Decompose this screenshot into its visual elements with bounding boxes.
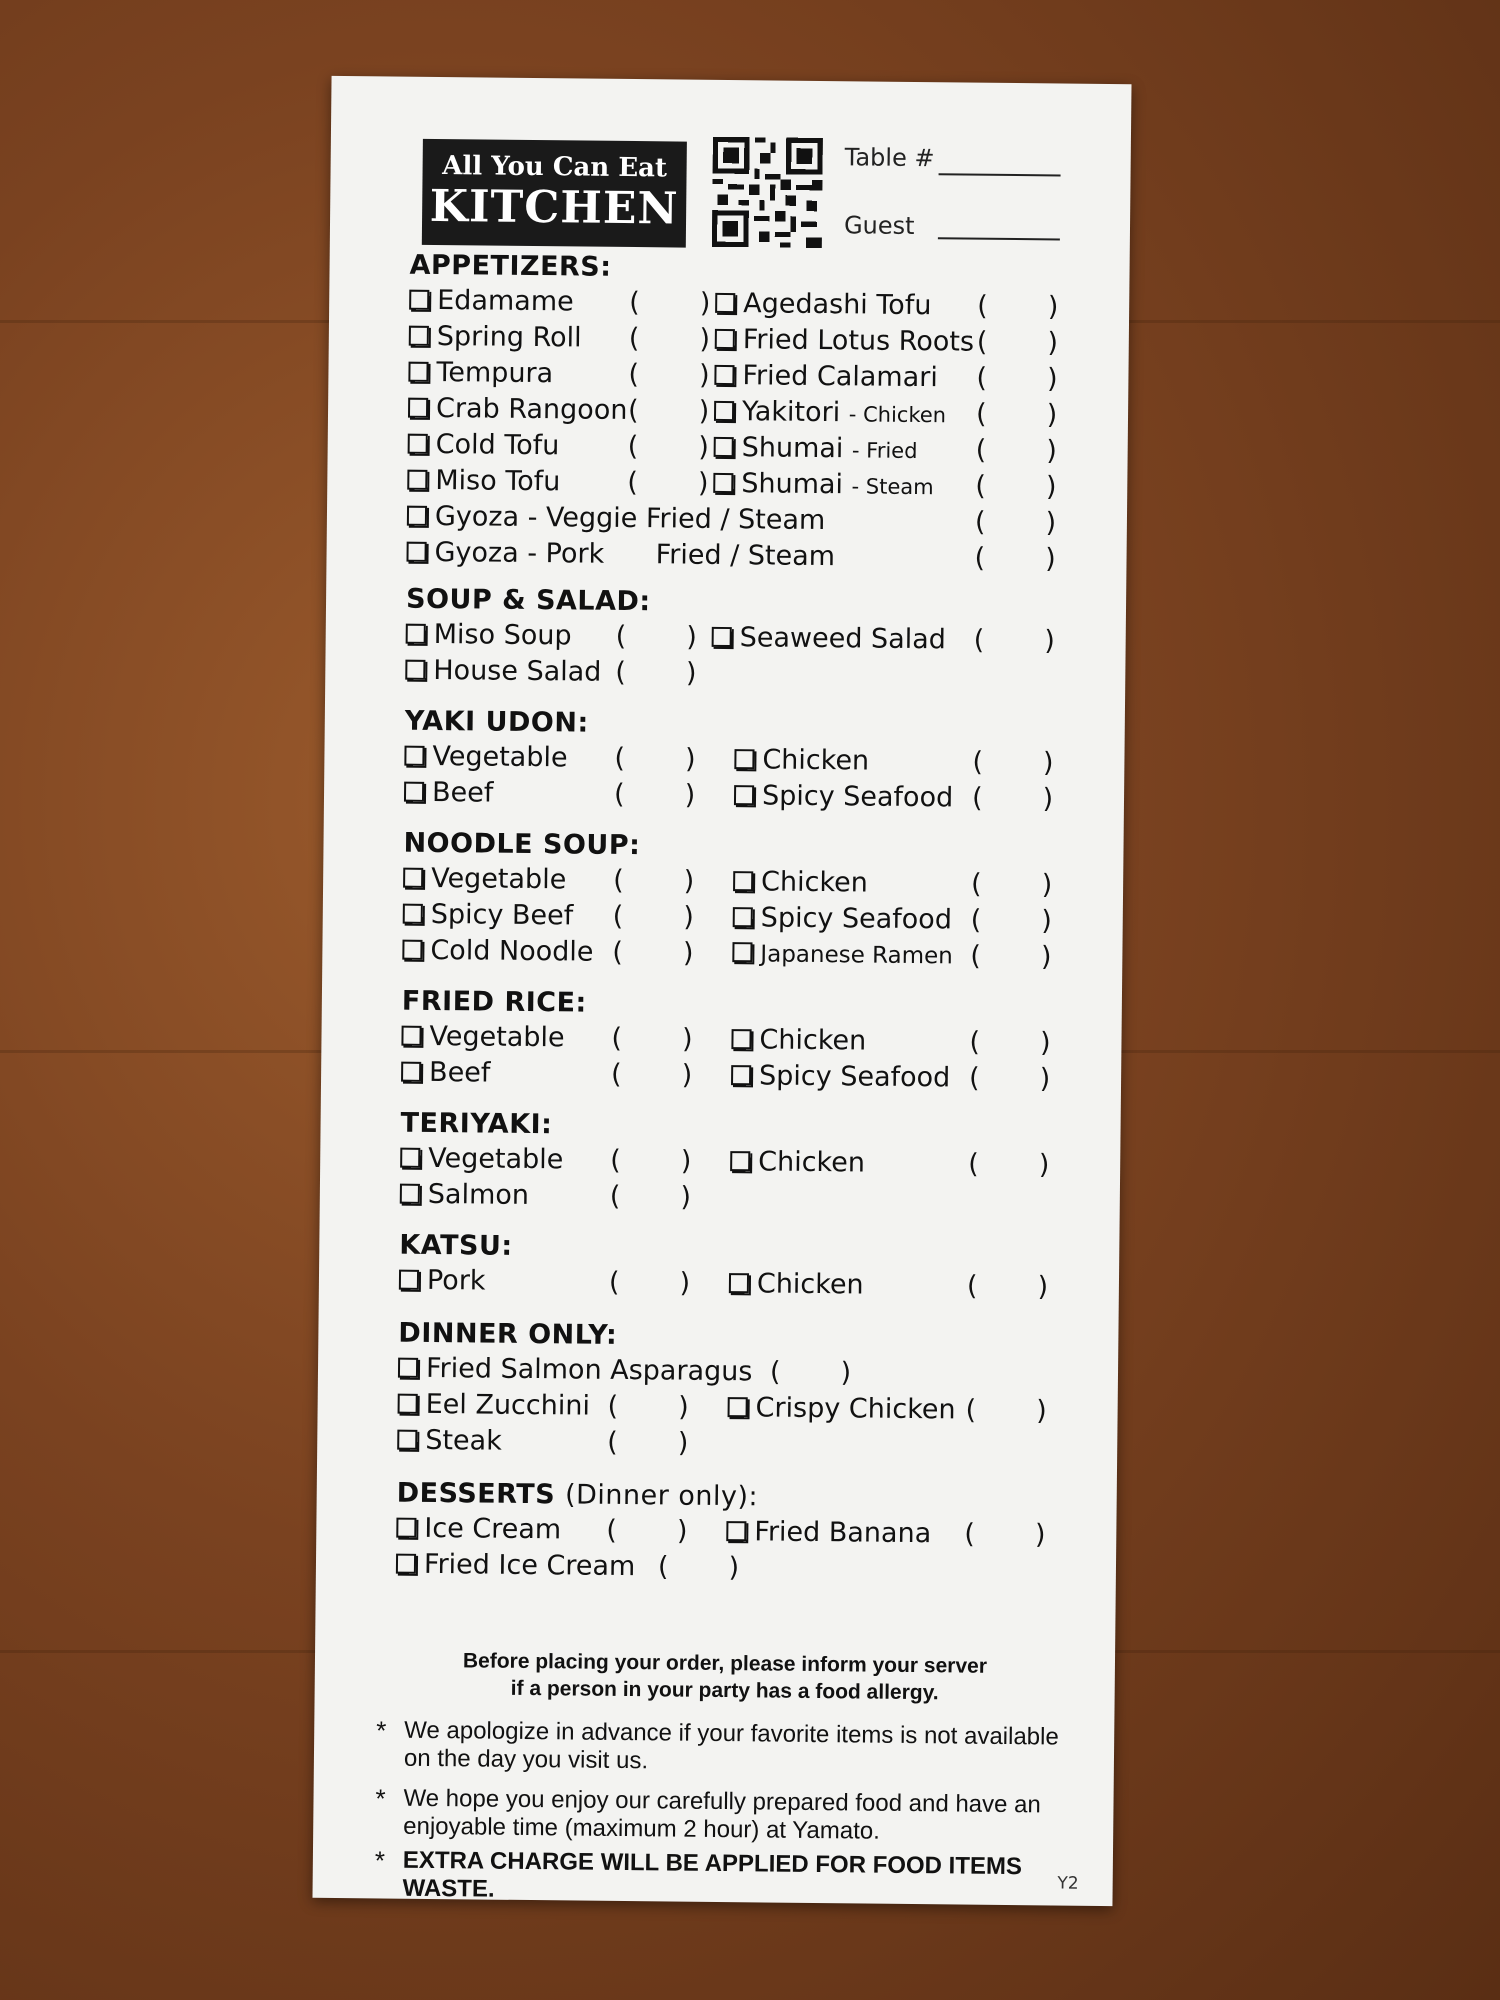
checkbox-icon[interactable] [398,1358,418,1378]
menu-item[interactable]: Chicken [734,742,869,779]
menu-item[interactable]: Seaweed Salad [712,620,947,658]
menu-item[interactable]: Vegetable [403,861,566,899]
qr-code-icon[interactable] [712,136,823,249]
note-waste-charge [374,1846,1065,1909]
quantity-field[interactable]: ( ) [975,434,1057,467]
menu-item[interactable]: Edamame [409,283,574,321]
asterisk-icon: * [376,1715,387,1746]
menu-item[interactable]: Fried Lotus Roots [715,322,975,361]
banner-line1: All You Can Eat [442,151,668,184]
checkbox-icon[interactable] [407,506,427,526]
checkbox-icon[interactable] [726,1521,746,1541]
quantity-field[interactable]: ( ) [968,1148,1050,1181]
menu-item[interactable]: Spring Roll [409,319,582,357]
guest-count-field[interactable] [938,237,1060,240]
section-title: FRIED RICE: [401,985,587,1019]
menu-item[interactable]: Cold Noodle [402,933,593,971]
quantity-field[interactable]: ( ) [607,1390,689,1423]
quantity-field[interactable]: ( ) [977,290,1059,323]
quantity-field[interactable]: ( ) [609,1180,692,1213]
note-text: EXTRA CHARGE WILL BE APPLIED FOR FOOD ITEMS WASTE. [402,1846,1023,1903]
checkbox-icon[interactable] [733,907,753,927]
checkbox-icon[interactable] [401,1062,421,1082]
quantity-field[interactable]: ( ) [612,900,695,933]
section-title: SOUP & SALAD: [405,583,651,618]
quantity-field[interactable]: ( ) [970,940,1052,973]
checkbox-icon[interactable] [734,749,754,769]
quantity-field[interactable]: ( ) [965,1394,1047,1427]
checkbox-icon[interactable] [405,660,425,680]
menu-item[interactable]: Eel Zucchini [397,1387,590,1425]
menu-item[interactable]: Miso Soup [406,617,572,655]
quantity-field[interactable]: ( ) [612,936,694,969]
quantity-field[interactable]: ( ) [610,1144,692,1177]
checkbox-icon[interactable] [397,1430,417,1450]
quantity-field[interactable]: ( ) [972,746,1054,779]
checkbox-icon[interactable] [714,365,734,385]
noodle-soup-section [402,827,1083,976]
menu-row [404,775,1084,818]
checkbox-icon[interactable] [714,437,734,457]
menu-item[interactable]: Chicken [733,864,868,901]
section-subtitle: (Dinner only): [564,1479,759,1513]
checkbox-icon[interactable] [731,1029,751,1049]
desserts-section [396,1477,1077,1590]
quantity-field[interactable]: ( ) [629,286,711,319]
quantity-field[interactable]: ( ) [973,624,1056,657]
item-variant: - Chicken [848,402,947,428]
menu-row [399,1263,1079,1306]
quantity-field[interactable]: ( ) [969,1026,1051,1059]
quantity-field[interactable]: ( ) [610,1058,693,1091]
restaurant-banner [422,139,687,248]
menu-row [401,1055,1081,1098]
checkbox-icon[interactable] [400,1148,420,1168]
quantity-field[interactable]: ( ) [607,1426,689,1459]
checkbox-icon[interactable] [409,290,429,310]
note-enjoy [375,1784,1066,1847]
menu-item[interactable]: Fried Calamari [714,358,938,396]
katsu-section [399,1229,1080,1306]
menu-item[interactable]: Spicy Seafood [734,778,954,816]
section-title: YAKI UDON: [404,705,589,739]
checkbox-icon[interactable] [401,1026,421,1046]
quantity-field[interactable]: ( ) [970,868,1053,901]
menu-item[interactable]: Shumai - Fried [713,430,917,469]
checkbox-icon[interactable] [408,434,428,454]
checkbox-icon[interactable] [407,470,427,490]
checkbox-icon[interactable] [406,624,426,644]
menu-item[interactable]: Spicy Seafood [733,900,953,938]
checkbox-icon[interactable] [715,329,735,349]
checkbox-icon[interactable] [731,1065,751,1085]
menu-item[interactable]: Steak [397,1423,502,1460]
quantity-field[interactable]: ( ) [611,1022,693,1055]
checkbox-icon[interactable] [409,326,429,346]
guest-label: Guest [843,211,915,240]
menu-item[interactable]: House Salad [405,653,601,691]
menu-item[interactable]: Japanese Ramen [732,936,953,974]
asterisk-icon: * [375,1783,386,1814]
quantity-field[interactable]: ( ) [968,1062,1051,1095]
allergy-notice [375,1646,1076,1707]
quantity-field[interactable]: ( ) [975,398,1058,431]
menu-item[interactable]: Fried Banana [726,1514,931,1552]
checkbox-icon[interactable] [408,398,428,418]
checkbox-icon[interactable] [728,1397,748,1417]
checkbox-icon[interactable] [398,1394,418,1414]
checkbox-icon[interactable] [402,940,422,960]
menu-item[interactable]: Miso Tofu [407,463,560,501]
asterisk-icon: * [374,1845,386,1876]
item-variant: - Steam [851,474,934,500]
menu-item[interactable]: Vegetable [401,1019,564,1057]
banner-line2: KITCHEN [429,180,679,235]
checkbox-icon[interactable] [732,942,752,962]
quantity-field[interactable]: ( ) [612,864,695,897]
menu-item[interactable]: Crispy Chicken [727,1390,955,1428]
checkbox-icon[interactable] [734,785,754,805]
quantity-field[interactable]: ( ) [769,1356,852,1389]
yaki-udon-section [404,705,1085,818]
menu-item[interactable]: Cold Tofu [408,427,560,465]
checkbox-icon[interactable] [714,401,734,421]
checkbox-icon[interactable] [404,746,424,766]
table-number-label: Table # [844,143,935,173]
menu-item[interactable]: Tempura [408,355,553,393]
quantity-field[interactable]: ( ) [975,470,1057,503]
menu-item[interactable]: Fried Salmon Asparagus [398,1351,753,1391]
checkbox-icon[interactable] [404,782,424,802]
checkbox-icon[interactable] [396,1518,416,1538]
item-variant: - Fried [851,438,918,464]
checkbox-icon[interactable] [733,871,753,891]
quantity-field[interactable]: ( ) [966,1270,1049,1303]
menu-row [400,1177,1080,1220]
menu-row [406,535,1086,578]
section-title: TERIYAKI: [400,1107,553,1141]
checkbox-icon[interactable] [713,473,733,493]
menu-item[interactable]: Beef [404,775,494,812]
checkbox-icon[interactable] [400,1184,420,1204]
menu-row [397,1423,1077,1466]
quantity-field[interactable]: ( ) [613,778,696,811]
menu-item[interactable]: Vegetable [404,739,567,777]
menu-item[interactable]: Gyoza - Veggie Fried / Steam [407,499,826,539]
notice-line: if a person in your party has a food allergy. [510,1676,939,1705]
menu-item[interactable]: Shumai - Steam [713,466,934,505]
fried-rice-section [401,985,1082,1098]
checkbox-icon[interactable] [396,1554,416,1574]
checkbox-icon[interactable] [406,542,426,562]
form-code: Y2 [1057,1873,1079,1894]
note-text: We hope you enjoy our carefully prepared food and have an enjoyable time (maximum 2 hour) at Yamato. [403,1784,1041,1845]
menu-item[interactable]: Chicken [731,1022,866,1059]
menu-row [402,933,1082,976]
note-availability [376,1716,1067,1779]
menu-item[interactable]: Spicy Seafood [731,1058,951,1096]
menu-item[interactable]: Ice Cream [396,1511,561,1549]
checkbox-icon[interactable] [399,1270,419,1290]
teriyaki-section [400,1107,1081,1220]
note-text: We apologize in advance if your favorite items is not available on the day you visit us. [403,1716,1059,1775]
quantity-field[interactable]: ( ) [606,1514,688,1547]
quantity-field[interactable]: ( ) [628,322,711,355]
quantity-field[interactable]: ( ) [657,1551,740,1584]
menu-item[interactable]: Vegetable [400,1141,563,1179]
table-number-field[interactable] [939,173,1061,176]
quantity-field[interactable]: ( ) [970,904,1053,937]
quantity-field[interactable]: ( ) [976,362,1058,395]
order-sheet [312,76,1131,1906]
menu-item[interactable]: Agedashi Tofu [715,286,932,324]
quantity-field[interactable]: ( ) [964,1518,1046,1551]
checkbox-icon[interactable] [403,868,423,888]
menu-row [405,653,1085,696]
menu-row [396,1547,1076,1590]
quantity-field[interactable]: ( ) [615,620,698,653]
section-title: DESSERTS (Dinner only): [396,1477,759,1513]
soup-salad-section [405,583,1086,696]
menu-item[interactable]: Gyoza - Pork Fried / Steam [406,535,835,575]
checkbox-icon[interactable] [729,1273,749,1293]
section-title: DINNER ONLY: [398,1317,618,1351]
notice-line: Before placing your order, please inform your server [462,1649,988,1678]
section-title: APPETIZERS: [409,249,612,283]
quantity-field[interactable]: ( ) [976,326,1059,359]
checkbox-icon[interactable] [730,1151,750,1171]
checkbox-icon[interactable] [715,293,735,313]
appetizers-section [406,249,1089,578]
menu-item[interactable]: Beef [401,1055,491,1092]
menu-item[interactable]: Chicken [729,1266,864,1303]
quantity-field[interactable]: ( ) [608,1266,691,1299]
quantity-field[interactable]: ( ) [627,430,710,463]
menu-item[interactable]: Fried Ice Cream [396,1547,636,1586]
menu-item[interactable]: Pork [399,1263,486,1300]
quantity-field[interactable]: ( ) [971,782,1054,815]
quantity-field[interactable]: ( ) [627,394,710,427]
menu-item[interactable]: Spicy Beef [403,897,574,935]
section-title: KATSU: [399,1229,513,1262]
quantity-field[interactable]: ( ) [627,466,709,499]
menu-item[interactable]: Crab Rangoon [408,391,628,429]
dinner-only-section [397,1317,1078,1466]
menu-item[interactable]: Chicken [730,1144,865,1181]
checkbox-icon[interactable] [403,904,423,924]
quantity-field[interactable]: ( ) [614,742,696,775]
checkbox-icon[interactable] [712,627,732,647]
checkbox-icon[interactable] [408,362,428,382]
section-title: NOODLE SOUP: [403,827,641,862]
menu-item[interactable]: Salmon [400,1177,529,1214]
menu-item[interactable]: Yakitori - Chicken [714,394,946,433]
quantity-field[interactable]: ( ) [974,506,1057,539]
quantity-field[interactable]: ( ) [615,656,697,689]
quantity-field[interactable]: ( ) [628,358,710,391]
quantity-field[interactable]: ( ) [974,542,1056,575]
